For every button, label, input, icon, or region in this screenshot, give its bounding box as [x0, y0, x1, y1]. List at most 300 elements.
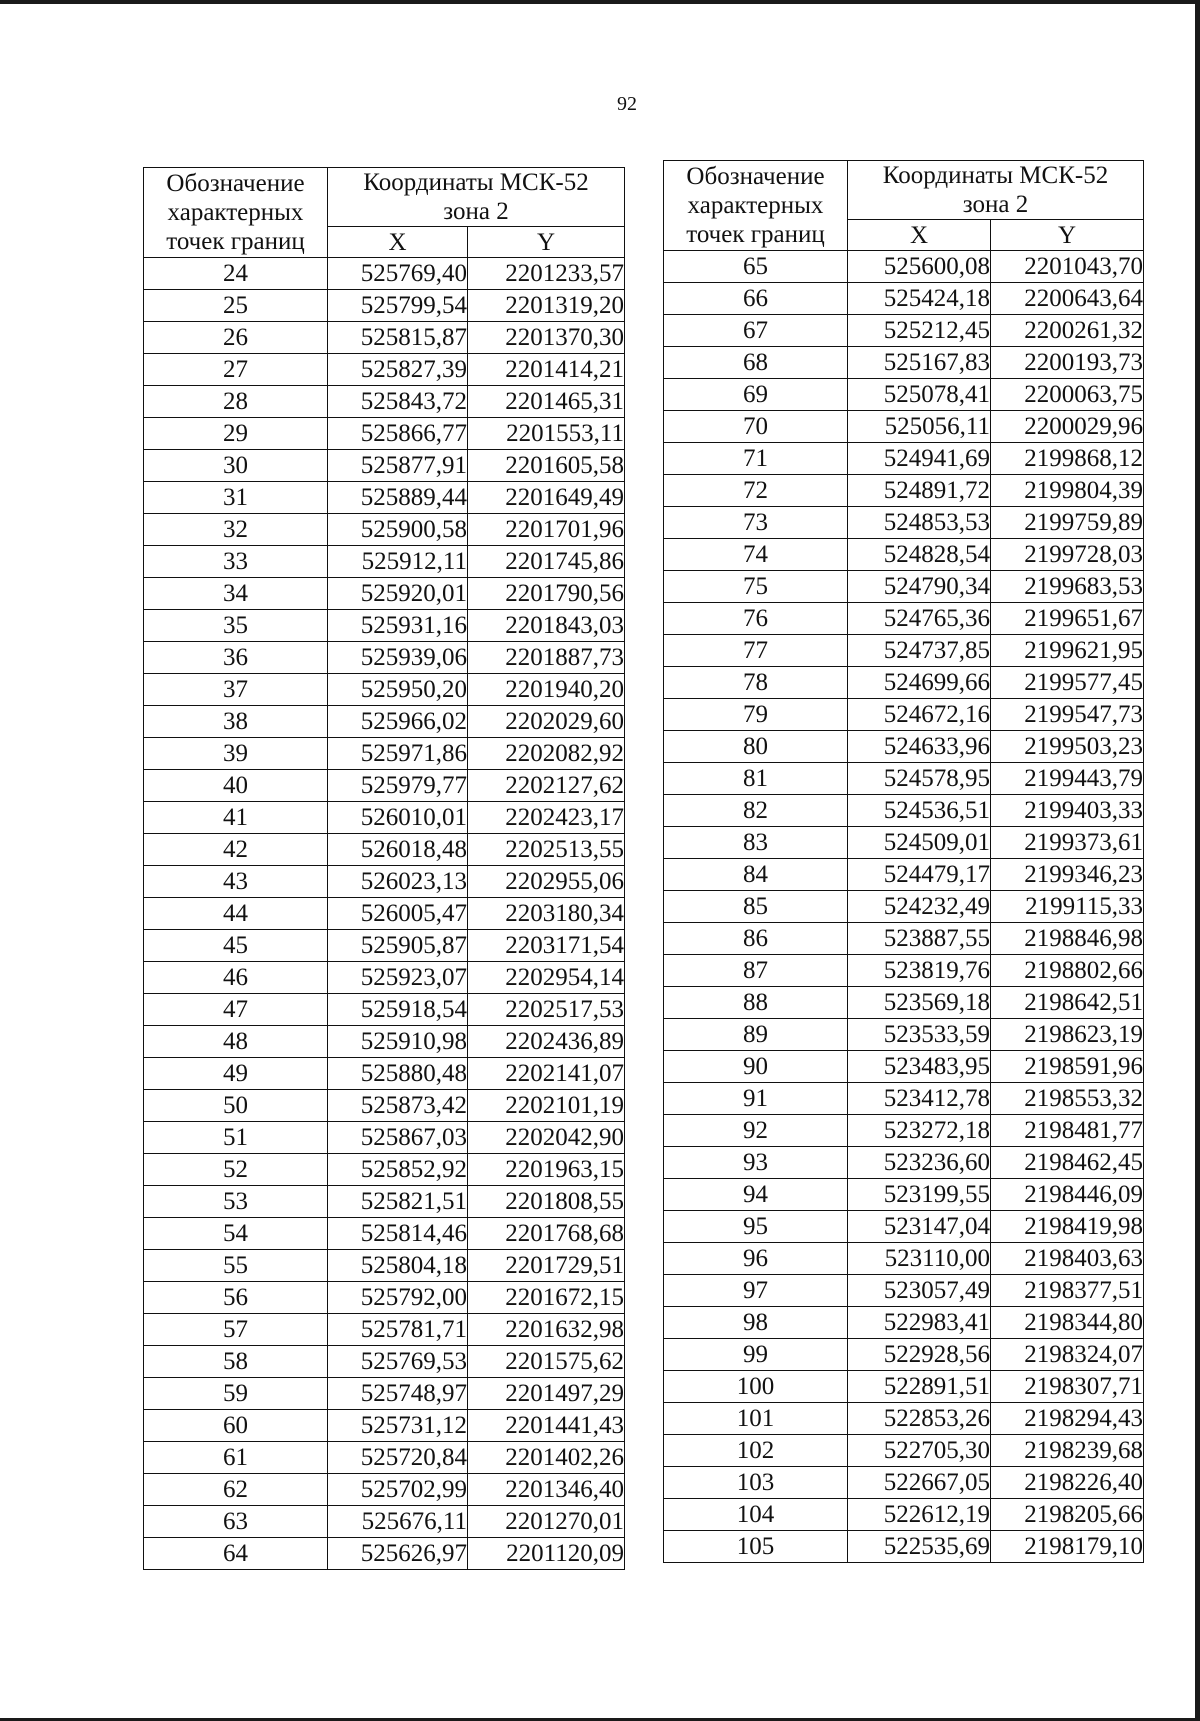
- point-cell: 49: [144, 1058, 328, 1090]
- x-cell: 525748,97: [328, 1378, 468, 1410]
- y-cell: 2199547,73: [991, 699, 1144, 731]
- y-cell: 2198846,98: [991, 923, 1144, 955]
- x-cell: 524479,17: [848, 859, 991, 891]
- x-cell: 522928,56: [848, 1339, 991, 1371]
- x-cell: 525424,18: [848, 283, 991, 315]
- point-cell: 102: [664, 1435, 848, 1467]
- table-row: [144, 1282, 625, 1314]
- y-cell: 2198553,32: [991, 1083, 1144, 1115]
- y-cell: 2201233,57: [468, 258, 625, 290]
- point-cell: 55: [144, 1250, 328, 1282]
- table-row: [664, 1179, 1144, 1211]
- table-row: [144, 834, 625, 866]
- y-cell: 2199804,39: [991, 475, 1144, 507]
- y-cell: 2200063,75: [991, 379, 1144, 411]
- y-cell: 2198642,51: [991, 987, 1144, 1019]
- right-table-body: [664, 251, 1144, 1563]
- y-cell: 2201632,98: [468, 1314, 625, 1346]
- point-cell: 62: [144, 1474, 328, 1506]
- table-row: [144, 642, 625, 674]
- table-row: [664, 411, 1144, 443]
- point-cell: 61: [144, 1442, 328, 1474]
- y-cell: 2198623,19: [991, 1019, 1144, 1051]
- x-cell: 525867,03: [328, 1122, 468, 1154]
- y-cell: 2201649,49: [468, 482, 625, 514]
- point-cell: 47: [144, 994, 328, 1026]
- point-cell: 64: [144, 1538, 328, 1570]
- point-cell: 93: [664, 1147, 848, 1179]
- point-cell: 46: [144, 962, 328, 994]
- x-cell: 523483,95: [848, 1051, 991, 1083]
- x-cell: 525931,16: [328, 610, 468, 642]
- table-row: [144, 1410, 625, 1442]
- x-cell: 525056,11: [848, 411, 991, 443]
- table-row: [664, 251, 1144, 283]
- point-cell: 42: [144, 834, 328, 866]
- coords-header: [328, 168, 625, 227]
- point-cell: 67: [664, 315, 848, 347]
- table-row: [144, 1026, 625, 1058]
- table-row: [144, 1122, 625, 1154]
- y-cell: 2199403,33: [991, 795, 1144, 827]
- y-cell: 2200643,64: [991, 283, 1144, 315]
- point-cell: 35: [144, 610, 328, 642]
- y-cell: 2201729,51: [468, 1250, 625, 1282]
- table-row: [664, 1115, 1144, 1147]
- table-row: [144, 290, 625, 322]
- y-cell: 2198377,51: [991, 1275, 1144, 1307]
- y-cell: 2202954,14: [468, 962, 625, 994]
- point-header-line2: характерных: [687, 192, 824, 219]
- x-cell: 522891,51: [848, 1371, 991, 1403]
- x-cell: 525910,98: [328, 1026, 468, 1058]
- x-cell: 525889,44: [328, 482, 468, 514]
- y-cell: 2200261,32: [991, 315, 1144, 347]
- x-cell: 524891,72: [848, 475, 991, 507]
- table-row: [664, 1083, 1144, 1115]
- x-cell: 522705,30: [848, 1435, 991, 1467]
- table-row: [664, 635, 1144, 667]
- x-cell: 523272,18: [848, 1115, 991, 1147]
- x-cell: 525626,97: [328, 1538, 468, 1570]
- point-cell: 98: [664, 1307, 848, 1339]
- y-cell: 2198481,77: [991, 1115, 1144, 1147]
- point-cell: 92: [664, 1115, 848, 1147]
- point-cell: 74: [664, 539, 848, 571]
- table-row: [664, 443, 1144, 475]
- x-cell: 524509,01: [848, 827, 991, 859]
- point-cell: 68: [664, 347, 848, 379]
- point-cell: 40: [144, 770, 328, 802]
- table-row: [664, 763, 1144, 795]
- y-cell: 2201319,20: [468, 290, 625, 322]
- y-cell: 2201120,09: [468, 1538, 625, 1570]
- point-cell: 48: [144, 1026, 328, 1058]
- point-header-line1: Обозначение: [166, 170, 305, 197]
- left-table-body: [144, 258, 625, 1570]
- x-cell: 525873,42: [328, 1090, 468, 1122]
- table-row: [144, 930, 625, 962]
- table-row: [664, 1403, 1144, 1435]
- point-cell: 84: [664, 859, 848, 891]
- table-row: [144, 354, 625, 386]
- table-row: [144, 1538, 625, 1570]
- coords-zone: зона 2: [443, 198, 509, 225]
- table-row: [144, 450, 625, 482]
- point-cell: 96: [664, 1243, 848, 1275]
- y-cell: 2200029,96: [991, 411, 1144, 443]
- y-cell: 2199621,95: [991, 635, 1144, 667]
- table-row: [144, 1090, 625, 1122]
- table-row: [664, 475, 1144, 507]
- y-cell: 2199759,89: [991, 507, 1144, 539]
- x-cell: 523819,76: [848, 955, 991, 987]
- table-row: [664, 1243, 1144, 1275]
- y-cell: 2201808,55: [468, 1186, 625, 1218]
- x-cell: 524828,54: [848, 539, 991, 571]
- point-cell: 58: [144, 1346, 328, 1378]
- x-cell: 524765,36: [848, 603, 991, 635]
- x-cell: 522983,41: [848, 1307, 991, 1339]
- y-cell: 2198446,09: [991, 1179, 1144, 1211]
- x-cell: 524536,51: [848, 795, 991, 827]
- point-cell: 31: [144, 482, 328, 514]
- table-row: [144, 258, 625, 290]
- point-cell: 79: [664, 699, 848, 731]
- table-row: [144, 1058, 625, 1090]
- point-cell: 69: [664, 379, 848, 411]
- point-cell: 41: [144, 802, 328, 834]
- point-cell: 53: [144, 1186, 328, 1218]
- table-row: [664, 827, 1144, 859]
- table-row: [144, 674, 625, 706]
- x-cell: 525920,01: [328, 578, 468, 610]
- point-cell: 104: [664, 1499, 848, 1531]
- point-cell: 65: [664, 251, 848, 283]
- x-cell: 526005,47: [328, 898, 468, 930]
- point-cell: 50: [144, 1090, 328, 1122]
- table-row: [664, 571, 1144, 603]
- y-header: Y: [468, 227, 625, 258]
- point-cell: 52: [144, 1154, 328, 1186]
- y-cell: 2203171,54: [468, 930, 625, 962]
- x-cell: 523533,59: [848, 1019, 991, 1051]
- x-cell: 526010,01: [328, 802, 468, 834]
- x-cell: 523110,00: [848, 1243, 991, 1275]
- point-cell: 26: [144, 322, 328, 354]
- x-cell: 525939,06: [328, 642, 468, 674]
- y-cell: 2202436,89: [468, 1026, 625, 1058]
- x-cell: 526023,13: [328, 866, 468, 898]
- point-cell: 87: [664, 955, 848, 987]
- table-row: [144, 418, 625, 450]
- table-row: [144, 1346, 625, 1378]
- y-cell: 2201043,70: [991, 251, 1144, 283]
- y-cell: 2198239,68: [991, 1435, 1144, 1467]
- table-row: [144, 866, 625, 898]
- x-cell: 524941,69: [848, 443, 991, 475]
- point-cell: 90: [664, 1051, 848, 1083]
- table-row: [664, 1307, 1144, 1339]
- x-cell: 524672,16: [848, 699, 991, 731]
- x-cell: 525950,20: [328, 674, 468, 706]
- x-cell: 525852,92: [328, 1154, 468, 1186]
- table-row: [144, 386, 625, 418]
- x-cell: 525971,86: [328, 738, 468, 770]
- table-row: [664, 507, 1144, 539]
- y-cell: 2202042,90: [468, 1122, 625, 1154]
- table-row: [664, 315, 1144, 347]
- y-cell: 2199868,12: [991, 443, 1144, 475]
- table-row: [144, 1378, 625, 1410]
- y-cell: 2198307,71: [991, 1371, 1144, 1403]
- coords-title: Координаты МСК-52: [882, 162, 1109, 189]
- y-cell: 2199443,79: [991, 763, 1144, 795]
- x-cell: 525821,51: [328, 1186, 468, 1218]
- y-cell: 2201963,15: [468, 1154, 625, 1186]
- x-cell: 523887,55: [848, 923, 991, 955]
- table-row: [144, 1474, 625, 1506]
- point-cell: 85: [664, 891, 848, 923]
- point-cell: 60: [144, 1410, 328, 1442]
- table-row: [664, 1339, 1144, 1371]
- point-cell: 45: [144, 930, 328, 962]
- table-row: [144, 514, 625, 546]
- point-cell: 44: [144, 898, 328, 930]
- table-row: [144, 706, 625, 738]
- x-cell: 525814,46: [328, 1218, 468, 1250]
- x-cell: 523569,18: [848, 987, 991, 1019]
- y-cell: 2201402,26: [468, 1442, 625, 1474]
- table-row: [144, 1314, 625, 1346]
- table-row: [664, 379, 1144, 411]
- y-cell: 2198179,10: [991, 1531, 1144, 1563]
- point-cell: 37: [144, 674, 328, 706]
- point-cell: 101: [664, 1403, 848, 1435]
- table-row: [144, 1506, 625, 1538]
- y-cell: 2198419,98: [991, 1211, 1144, 1243]
- y-cell: 2198205,66: [991, 1499, 1144, 1531]
- y-cell: 2201745,86: [468, 546, 625, 578]
- table-row: [664, 1499, 1144, 1531]
- x-cell: 525843,72: [328, 386, 468, 418]
- y-cell: 2201701,96: [468, 514, 625, 546]
- y-cell: 2202082,92: [468, 738, 625, 770]
- table-row: [664, 539, 1144, 571]
- table-row: [664, 1275, 1144, 1307]
- point-cell: 86: [664, 923, 848, 955]
- x-cell: 525676,11: [328, 1506, 468, 1538]
- x-cell: 525769,53: [328, 1346, 468, 1378]
- y-cell: 2201270,01: [468, 1506, 625, 1538]
- x-cell: 525827,39: [328, 354, 468, 386]
- y-cell: 2201887,73: [468, 642, 625, 674]
- point-cell: 100: [664, 1371, 848, 1403]
- x-cell: 525979,77: [328, 770, 468, 802]
- table-row: [664, 1467, 1144, 1499]
- point-cell: 99: [664, 1339, 848, 1371]
- point-cell: 91: [664, 1083, 848, 1115]
- x-cell: 525167,83: [848, 347, 991, 379]
- point-cell: 24: [144, 258, 328, 290]
- point-cell: 33: [144, 546, 328, 578]
- x-cell: 524853,53: [848, 507, 991, 539]
- point-cell: 83: [664, 827, 848, 859]
- x-cell: 525804,18: [328, 1250, 468, 1282]
- y-cell: 2201575,62: [468, 1346, 625, 1378]
- point-cell: 105: [664, 1531, 848, 1563]
- point-cell: 71: [664, 443, 848, 475]
- table-row: [144, 322, 625, 354]
- y-cell: 2201346,40: [468, 1474, 625, 1506]
- point-cell: 57: [144, 1314, 328, 1346]
- y-cell: 2202955,06: [468, 866, 625, 898]
- table-row: [664, 923, 1144, 955]
- x-cell: 524737,85: [848, 635, 991, 667]
- point-cell: 29: [144, 418, 328, 450]
- point-cell: 43: [144, 866, 328, 898]
- table-row: [664, 987, 1144, 1019]
- point-cell: 73: [664, 507, 848, 539]
- x-cell: 525966,02: [328, 706, 468, 738]
- x-cell: 523199,55: [848, 1179, 991, 1211]
- table-row: [664, 859, 1144, 891]
- coordinates-table-right: [663, 160, 1144, 1563]
- y-cell: 2201843,03: [468, 610, 625, 642]
- table-row: [664, 1019, 1144, 1051]
- table-row: [664, 283, 1144, 315]
- point-header: [664, 161, 848, 251]
- y-cell: 2199503,23: [991, 731, 1144, 763]
- point-header-line3: точек границ: [166, 228, 305, 255]
- table-row: [144, 1250, 625, 1282]
- page-number: 92: [617, 93, 637, 115]
- y-cell: 2199577,45: [991, 667, 1144, 699]
- y-cell: 2198591,96: [991, 1051, 1144, 1083]
- x-cell: 524232,49: [848, 891, 991, 923]
- x-cell: 525918,54: [328, 994, 468, 1026]
- point-cell: 81: [664, 763, 848, 795]
- x-header: X: [328, 227, 468, 258]
- y-cell: 2202141,07: [468, 1058, 625, 1090]
- x-cell: 525731,12: [328, 1410, 468, 1442]
- point-cell: 70: [664, 411, 848, 443]
- table-row: [144, 1186, 625, 1218]
- x-cell: 525212,45: [848, 315, 991, 347]
- point-cell: 56: [144, 1282, 328, 1314]
- point-cell: 38: [144, 706, 328, 738]
- point-cell: 95: [664, 1211, 848, 1243]
- x-cell: 523412,78: [848, 1083, 991, 1115]
- y-cell: 2198403,63: [991, 1243, 1144, 1275]
- point-cell: 72: [664, 475, 848, 507]
- point-cell: 54: [144, 1218, 328, 1250]
- point-cell: 77: [664, 635, 848, 667]
- x-cell: 525769,40: [328, 258, 468, 290]
- y-cell: 2201465,31: [468, 386, 625, 418]
- x-cell: 522535,69: [848, 1531, 991, 1563]
- y-cell: 2201768,68: [468, 1218, 625, 1250]
- y-header: Y: [991, 220, 1144, 251]
- coords-title: Координаты МСК-52: [363, 169, 589, 196]
- y-cell: 2201497,29: [468, 1378, 625, 1410]
- table-row: [664, 1435, 1144, 1467]
- y-cell: 2198226,40: [991, 1467, 1144, 1499]
- x-cell: 522612,19: [848, 1499, 991, 1531]
- point-header: [144, 168, 328, 258]
- table-row: [144, 1154, 625, 1186]
- point-cell: 75: [664, 571, 848, 603]
- table-row: [144, 802, 625, 834]
- y-cell: 2203180,34: [468, 898, 625, 930]
- point-cell: 89: [664, 1019, 848, 1051]
- y-cell: 2202423,17: [468, 802, 625, 834]
- y-cell: 2199683,53: [991, 571, 1144, 603]
- point-cell: 66: [664, 283, 848, 315]
- x-cell: 524699,66: [848, 667, 991, 699]
- table-row: [664, 1531, 1144, 1563]
- point-cell: 63: [144, 1506, 328, 1538]
- y-cell: 2201605,58: [468, 450, 625, 482]
- point-cell: 25: [144, 290, 328, 322]
- y-cell: 2198344,80: [991, 1307, 1144, 1339]
- table-row: [664, 667, 1144, 699]
- y-cell: 2202517,53: [468, 994, 625, 1026]
- x-cell: 522667,05: [848, 1467, 991, 1499]
- y-cell: 2201414,21: [468, 354, 625, 386]
- x-cell: 525912,11: [328, 546, 468, 578]
- y-cell: 2199115,33: [991, 891, 1144, 923]
- y-cell: 2202513,55: [468, 834, 625, 866]
- x-cell: 525781,71: [328, 1314, 468, 1346]
- y-cell: 2199346,23: [991, 859, 1144, 891]
- point-cell: 103: [664, 1467, 848, 1499]
- table-row: [144, 1218, 625, 1250]
- y-cell: 2202101,19: [468, 1090, 625, 1122]
- x-cell: 524633,96: [848, 731, 991, 763]
- y-cell: 2199373,61: [991, 827, 1144, 859]
- x-cell: 525600,08: [848, 251, 991, 283]
- x-cell: 525799,54: [328, 290, 468, 322]
- point-cell: 82: [664, 795, 848, 827]
- x-cell: 523236,60: [848, 1147, 991, 1179]
- y-cell: 2202029,60: [468, 706, 625, 738]
- point-cell: 94: [664, 1179, 848, 1211]
- point-cell: 78: [664, 667, 848, 699]
- table-row: [664, 955, 1144, 987]
- table-row: [144, 546, 625, 578]
- x-cell: 525900,58: [328, 514, 468, 546]
- point-cell: 32: [144, 514, 328, 546]
- table-row: [664, 603, 1144, 635]
- table-row: [664, 1211, 1144, 1243]
- point-cell: 28: [144, 386, 328, 418]
- x-cell: 525905,87: [328, 930, 468, 962]
- table-row: [664, 1051, 1144, 1083]
- x-cell: 522853,26: [848, 1403, 991, 1435]
- point-cell: 34: [144, 578, 328, 610]
- point-cell: 97: [664, 1275, 848, 1307]
- point-header-line3: точек границ: [686, 221, 825, 248]
- y-cell: 2201940,20: [468, 674, 625, 706]
- point-cell: 39: [144, 738, 328, 770]
- x-cell: 524790,34: [848, 571, 991, 603]
- table-row: [664, 891, 1144, 923]
- y-cell: 2202127,62: [468, 770, 625, 802]
- x-cell: 524578,95: [848, 763, 991, 795]
- table-row: [144, 610, 625, 642]
- y-cell: 2201370,30: [468, 322, 625, 354]
